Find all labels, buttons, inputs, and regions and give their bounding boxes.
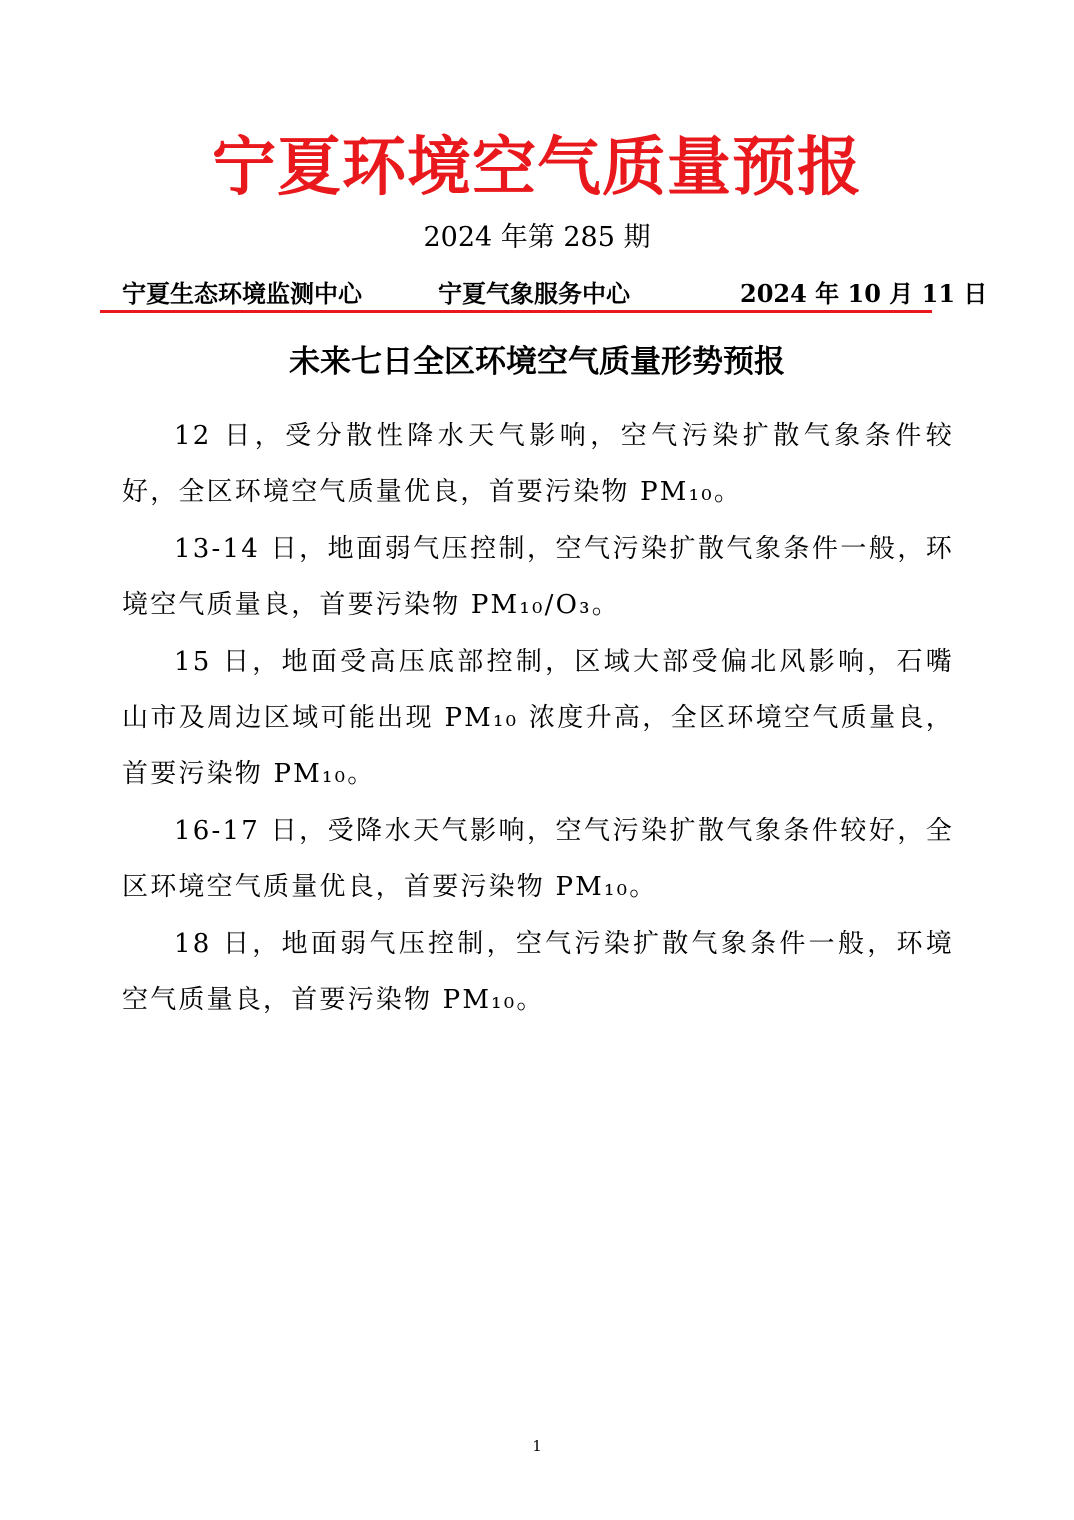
issue-number: 2024 年第 285 期 (423, 222, 651, 253)
forecast-paragraph-day-12: 12 日，受分散性降水天气影响，空气污染扩散气象条件较好，全区环境空气质量优良，首要污染物 PM₁₀。 (122, 421, 954, 508)
forecast-paragraph-day-18: 18 日，地面弱气压控制，空气污染扩散气象条件一般，环境空气质量良，首要污染物 PM₁₀。 (122, 928, 954, 1016)
forecast-paragraph-day-13-14: 13-14 日，地面弱气压控制，空气污染扩散气象条件一般，环境空气质量良，首要污染物 PM₁₀/O₃。 (122, 533, 954, 621)
forecast-paragraph-day-15: 15 日，地面受高压底部控制，区域大部受偏北风影响，石嘴山市及周边区域可能出现 PM₁₀ 浓度升高，全区环境空气质量良，首要污染物 PM₁₀。 (122, 646, 954, 790)
issuer-monitoring-center: 宁夏生态环境监测中心 (122, 279, 362, 308)
issue-date: 2024 年 10 月 11 日 (740, 279, 988, 308)
page-number: 1 (532, 1437, 542, 1455)
red-divider-line (100, 310, 932, 313)
forecast-paragraph-day-16-17: 16-17 日，受降水天气影响，空气污染扩散气象条件较好，全区环境空气质量优良，首要污染物 PM₁₀。 (122, 815, 954, 903)
issuer-weather-service: 宁夏气象服务中心 (438, 279, 630, 308)
document-title: 未来七日全区环境空气质量形势预报 (289, 344, 785, 380)
masthead-title: 宁夏环境空气质量预报 (212, 130, 862, 205)
forecast-body (122, 408, 954, 1028)
